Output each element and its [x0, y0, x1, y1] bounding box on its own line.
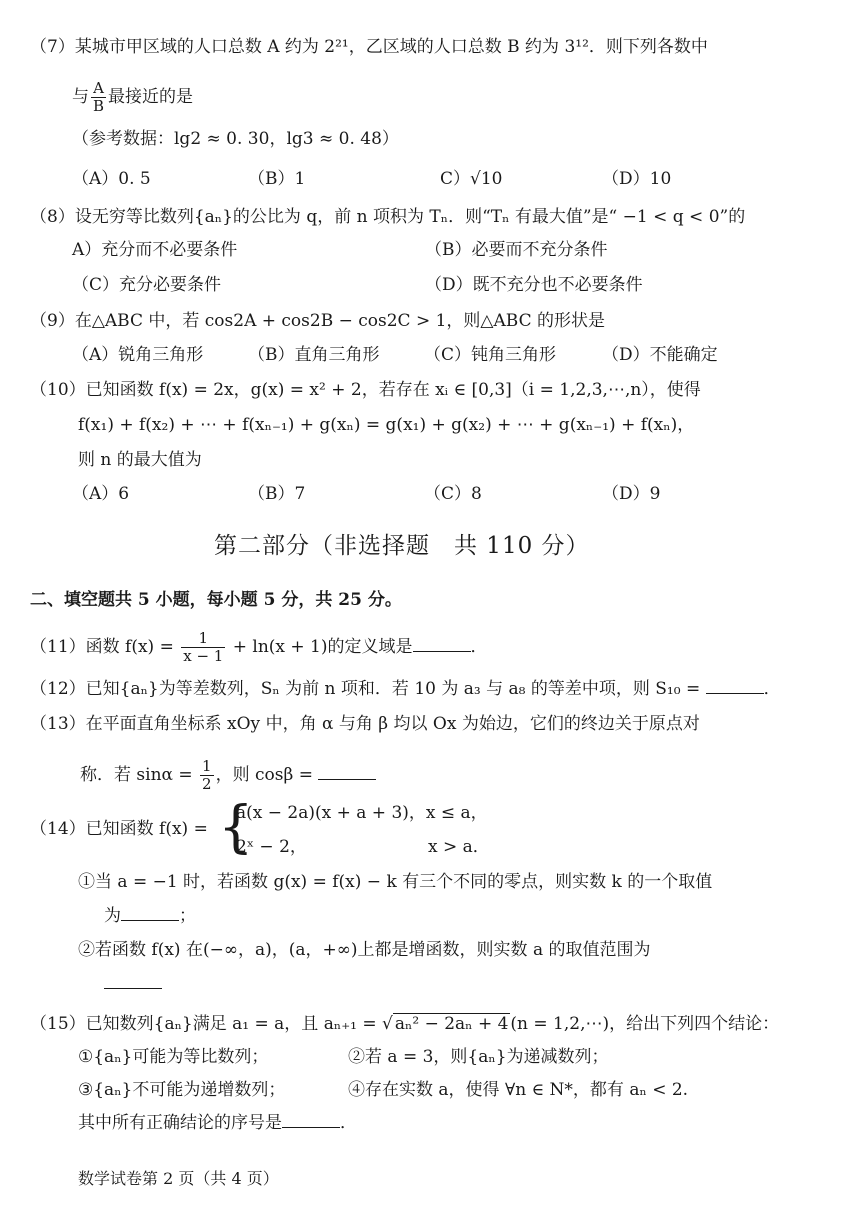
- q15-answer-blank: [282, 1111, 340, 1128]
- q15-conclusion-1: ①{aₙ}可能为等比数列；: [78, 1047, 269, 1067]
- q15-final-end: ．: [340, 1113, 357, 1133]
- q10-tail: 则 n 的最大值为: [78, 450, 202, 470]
- q10-option-c: （C）8: [424, 484, 482, 504]
- q10-equation: f(x₁) + f(x₂) + ⋯ + f(xₙ₋₁) + g(xₙ) = g(x₁) + g(x₂) + ⋯ + g(xₙ₋₁) + f(xₙ)，: [78, 415, 695, 435]
- q7-option-b: （B）1: [248, 169, 306, 189]
- q15-stem-prefix: （15）已知数列{aₙ}满足 a₁ = a，且 aₙ₊₁ =: [30, 1014, 383, 1034]
- q11-answer-blank: [413, 635, 471, 652]
- q7-reference-data: （参考数据：lg2 ≈ 0. 30，lg3 ≈ 0. 48）: [72, 129, 399, 149]
- q11-suffix: + ln(x + 1)的定义域是: [227, 637, 413, 657]
- q7-frac-numerator: A: [91, 80, 106, 98]
- q8-option-b: （B）必要而不充分条件: [425, 240, 608, 260]
- q14-case1: a(x − 2a)(x + a + 3)，x ≤ a，: [236, 803, 488, 823]
- q12-end: ．: [763, 679, 781, 699]
- q15-sqrt: √ aₙ² − 2aₙ + 4: [382, 1014, 509, 1034]
- q8-stem: （8）设无穷等比数列{aₙ}的公比为 q，前 n 项积为 Tₙ．则“Tₙ 有最大值”是“ −1 < q < 0”的: [30, 207, 746, 227]
- q15-stem-suffix: (n = 1,2,⋯)，给出下列四个结论：: [510, 1014, 780, 1034]
- q14-sub1-end: ；: [179, 906, 196, 926]
- q14-case2-cond: x > a．: [428, 837, 490, 857]
- q15-final-prefix: 其中所有正确结论的序号是: [78, 1113, 282, 1133]
- q15-radicand: aₙ² − 2aₙ + 4: [394, 1014, 509, 1034]
- q14-sub1-answer-blank: [121, 904, 179, 921]
- q11-frac-numerator: 1: [181, 630, 225, 648]
- q11-line: [30, 630, 488, 665]
- q7-option-d: （D）10: [602, 169, 672, 189]
- q14-case2-expr: 2ˣ − 2，: [236, 837, 307, 857]
- q14-sub2-line2: [104, 972, 162, 996]
- q11-end: ．: [470, 637, 488, 657]
- q15-conclusion-4: ④存在实数 a，使得 ∀n ∈ N*，都有 aₙ < 2.: [348, 1080, 689, 1100]
- part2-title: 第二部分（非选择题 共 110 分）: [214, 533, 590, 559]
- q13-line1: （13）在平面直角坐标系 xOy 中，角 α 与角 β 均以 Ox 为始边，它们的终边关于原点对: [30, 714, 700, 734]
- q13-line2-prefix: 称．若 sinα =: [80, 765, 199, 785]
- q14-sub2-line1: ②若函数 f(x) 在(−∞，a)，(a，+∞)上都是增函数，则实数 a 的取值范围为: [78, 940, 651, 960]
- q7-frac-denominator: B: [93, 97, 105, 115]
- q15-final: [78, 1111, 357, 1135]
- q14-sub2-answer-blank: [104, 972, 162, 989]
- q8-option-a: A）充分而不必要条件: [72, 240, 238, 260]
- q15-conclusion-2: ②若 a = 3，则{aₙ}为递减数列；: [348, 1047, 609, 1067]
- q7-fraction: [91, 80, 106, 115]
- q12-answer-blank: [706, 677, 764, 694]
- q14-sub1-line2: [104, 904, 196, 928]
- q8-option-c: （C）充分必要条件: [72, 275, 222, 295]
- q9-option-b: （B）直角三角形: [248, 345, 380, 365]
- q10-option-a: （A）6: [72, 484, 130, 504]
- q7-stem-line1: （7）某城市甲区域的人口总数 A 约为 2²¹，乙区域的人口总数 B 约为 3¹²．则下列各数中: [30, 37, 708, 57]
- q7-line2-prefix: 与: [72, 87, 89, 107]
- q9-option-d: （D）不能确定: [602, 345, 718, 365]
- q7-line2-suffix: 最接近的是: [108, 87, 194, 107]
- q13-answer-blank: [318, 763, 376, 780]
- q9-option-c: （C）钝角三角形: [424, 345, 557, 365]
- q14-sub1-prefix: 为: [104, 906, 121, 926]
- q10-option-d: （D）9: [602, 484, 661, 504]
- q9-option-a: （A）锐角三角形: [72, 345, 204, 365]
- q14-sub1-line1: ①当 a = −1 时，若函数 g(x) = f(x) − k 有三个不同的零点，则实数 k 的一个取值: [78, 872, 713, 892]
- section2-heading: 二、填空题共 5 小题，每小题 5 分，共 25 分。: [30, 590, 402, 610]
- q13-line2-suffix: ，则 cosβ =: [215, 765, 319, 785]
- q14-brace: {: [218, 795, 254, 860]
- q12-text: （12）已知{aₙ}为等差数列，Sₙ 为前 n 项和．若 10 为 a₃ 与 a₈ 的等差中项，则 S₁₀ =: [30, 679, 706, 699]
- q10-stem: （10）已知函数 f(x) = 2x，g(x) = x² + 2，若存在 xᵢ ∈ [0,3]（i = 1,2,3,⋯,n），使得: [30, 380, 701, 400]
- q12-line: [30, 677, 781, 701]
- page-footer: 数学试卷第 2 页（共 4 页）: [78, 1169, 279, 1188]
- q8-option-d: （D）既不充分也不必要条件: [425, 275, 643, 295]
- q10-option-b: （B）7: [248, 484, 306, 504]
- q9-stem: （9）在△ABC 中，若 cos2A + cos2B − cos2C > 1，则△ABC 的形状是: [30, 311, 605, 331]
- q14-prefix: （14）已知函数 f(x) =: [30, 819, 208, 839]
- q13-frac-denominator: 2: [202, 775, 212, 793]
- q13-frac-numerator: 1: [202, 757, 212, 775]
- q15-stem: [30, 1012, 779, 1036]
- q7-stem-line2: [72, 80, 193, 115]
- q15-conclusion-3: ③{aₙ}不可能为递增数列；: [78, 1080, 286, 1100]
- q7-option-a: （A）0. 5: [72, 169, 151, 189]
- q11-prefix: （11）函数 f(x) =: [30, 637, 180, 657]
- q11-fraction: [181, 630, 225, 665]
- q13-fraction: [200, 758, 214, 793]
- q13-line2: [80, 758, 376, 793]
- q11-frac-denominator: x − 1: [183, 647, 224, 665]
- q7-option-c: C）√10: [440, 169, 503, 189]
